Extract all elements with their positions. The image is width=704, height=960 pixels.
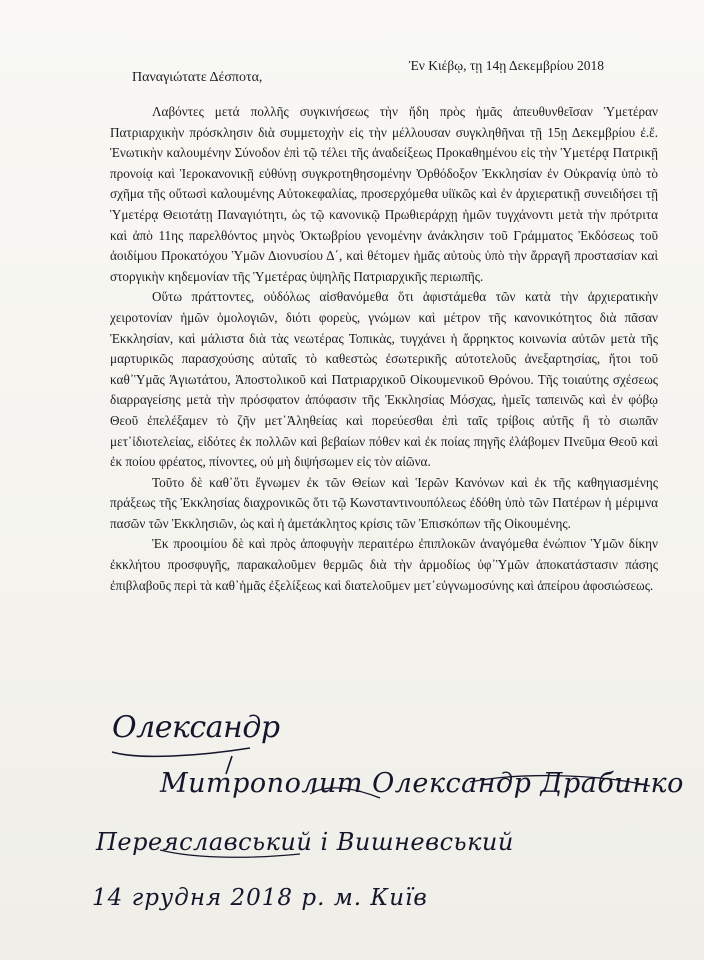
signature-block — [0, 690, 704, 960]
dateline: Ἐν Κιέβῳ, τῃ 14ῃ Δεκεμβρίου 2018 — [408, 58, 604, 73]
salutation: Παναγιώτατε Δέσποτα, — [132, 70, 263, 85]
signature-name: Олександр — [112, 710, 280, 745]
letter-body — [110, 102, 658, 596]
paragraph-4: Ἐκ προοιμίου δὲ καὶ πρὸς ἀποφυγὴν περαιτέρω ἐπιπλοκῶν ἀναγόμεθα ἐνώπιον Ὑμῶν δίκην ἐκκλήτου προσφυγῆς, παρακαλοῦμεν θερμῶς διὰ τὴν ἁρμοδίως ὑφ᾽Ὑμῶν ἀποκατάστασιν πάσης ἐπιβλαβοῦς περὶ τὰ καθ᾽ἡμᾶς ἐξελίξεως καὶ διατελοῦμεν μετ᾽εὐγνωμοσύνης καὶ ἀπείρου ἀφοσιώσεως. — [110, 536, 658, 593]
signature-date-place: 14 грудня 2018 р. м. Київ — [92, 885, 428, 911]
paragraph-1: Λαβόντες μετά πολλῆς συγκινήσεως τὴν ἤδη πρὸς ἡμᾶς ἀπευθυνθεῖσαν Ὑμετέραν Πατριαρχικὴν πρόσκλησιν διὰ συμμετοχὴν εἰς τὴν μέλλουσαν συγκληθῆναι τῇ 15ῃ Δεκεμβρίου ἐ.ἔ. Ἑνωτικὴν καλουμένην Σύνοδον ἐπὶ τῷ τέλει τῆς ἀναδείξεως Προκαθημένου εἰς τὴν Ὑμετέρᾳ Πατρικῇ προνοίᾳ καὶ Ἱεροκανονικῇ εὐθύνῃ συγκροτηθησομένην Ὀρθόδοξον Ἐκκλησίαν ἐν Οὐκρανίᾳ ὑπὸ τὸ σχῆμα τῆς οὕτωσὶ καλουμένης Αὐτοκεφαλίας, προσερχόμεθα υἱϊκῶς καὶ ἐν ἀρχιερατικῇ συνειδήσει τῇ Ὑμετέρᾳ Θειοτάτῃ Παναγιότητι, ὡς τῷ κανονικῷ Πρωθιεράρχῃ ἡμῶν τυγχάνοντι μετὰ τὴν πρότριτα καὶ ἀπὸ 11ης παρελθόντος μηνὸς Ὀκτωβρίου γενομένην ἀνάκλησιν τοῦ Γράμματος Ἐκδόσεως τοῦ ἀοιδίμου Προκατόχου Ὑμῶν Διονυσίου Δ΄, καὶ θέτομεν ἡμᾶς αὐτοὺς ὑπὸ τὴν ἄρραγῆ προστασίαν καὶ στοργικὴν κηδεμονίαν τῆς Ὑμετέρας ὑψηλῆς Πατριαρχικῆς περιωπῆς. — [110, 104, 658, 284]
paragraph-3: Τοῦτο δὲ καθ᾽ὅτι ἔγνωμεν ἐκ τῶν Θείων καὶ Ἱερῶν Κανόνων καὶ ἐκ τῆς καθηγιασμένης πράξεως τῆς Ἐκκλησίας διαχρονικῶς ὅτι τῷ Κωνσταντινουπόλεως ἐδόθη ὑπὸ τῶν Πατέρων ἡ μέριμνα πασῶν τῶν Ἐκκλησιῶν, ὡς καὶ ἡ ἀμετάκλητος κρίσις τῶν Ἐπισκόπων τῆς Οἰκουμένης. — [110, 474, 658, 531]
paragraph-2: Οὕτω πράττοντες, οὐδόλως αἰσθανόμεθα ὅτι ἀφιστάμεθα τῶν κατὰ τὴν ἀρχιερατικὴν χειροτονίαν ἡμῶν ὁμολογιῶν, διότι φορεὺς, γνώμων καὶ μέτρον τῆς κανονικότητος διὰ πᾶσαν Ἐκκλησίαν, καὶ μάλιστα διὰ τὰς νεωτέρας Τοπικὰς, τυγχάνει ἡ ἄρρηκτος κοινωνία αὐτῶν μετὰ τῆς μαρτυρικῶς παρασχούσης αὐταῖς τὸ καθεστὼς ἐσωτερικῆς αὐτοτελοῦς ἀνεξαρτησίας, ἤτοι τοῦ καθ᾽Ὑμᾶς Ἁγιωτάτου, Ἀποστολικοῦ καὶ Πατριαρχικοῦ Οἰκουμενικοῦ Θρόνου. Τῆς τοιαύτης σχέσεως διαρραγείσης μετὰ τὴν πρόσφατον ἀπόφασιν τῆς Ἐκκλησίας Μόσχας, ἡμεῖς ταπεινῶς καὶ ἐν φόβῳ Θεοῦ ἐπελέξαμεν τὸ ζῆν μετ᾽Ἀληθείας καὶ πορεύεσθαι ἐπὶ ταῖς τρίβοις αὐτῆς ἢ τὸ σιωπᾶν μετ᾽ἰδιοτελείας, εἰδότες ἐκ πολλῶν καὶ βεβαίων πόθεν καὶ ἐκ ποίας πηγῆς ἐλάβομεν Πνεῦμα Θεοῦ καὶ ἐκ ποίου φρέατος, πίνοντες, οὐ μὴ διψήσωμεν εἰς τὸν αἰῶνα. — [110, 289, 658, 470]
signature-flourish — [0, 690, 704, 960]
signature-title: Митрополит Олександр Драбинко — [160, 768, 684, 799]
signature-see: Переяславський і Вишневський — [96, 828, 514, 856]
